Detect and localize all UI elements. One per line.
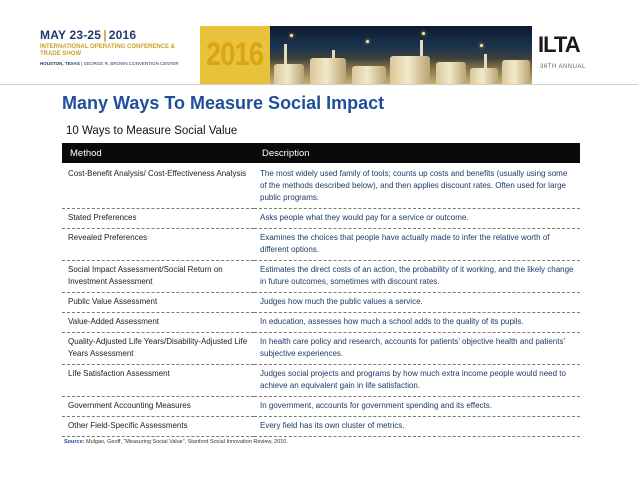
column-header-method: Method bbox=[62, 143, 254, 163]
description-cell: Estimates the direct costs of an action, the probability of it working, and the likely change in future outcomes, sometimes with discount rates. bbox=[254, 261, 580, 293]
conference-name: INTERNATIONAL OPERATING CONFERENCE & TRADE SHOW bbox=[40, 44, 176, 57]
anniversary-text: 36TH ANNUAL bbox=[540, 64, 586, 70]
table-row bbox=[62, 163, 580, 209]
description-cell: Every field has its own cluster of metrics. bbox=[254, 417, 580, 437]
description-cell: Judges how much the public values a service. bbox=[254, 293, 580, 313]
method-cell: Social Impact Assessment/Social Return on Investment Assessment bbox=[62, 261, 254, 293]
method-cell: Revealed Preferences bbox=[62, 229, 254, 261]
table-row bbox=[62, 313, 580, 333]
description-cell: Examines the choices that people have actually made to infer the relative worth of different options. bbox=[254, 229, 580, 261]
method-cell: Other Field-Specific Assessments bbox=[62, 417, 254, 437]
year-graphic bbox=[200, 26, 270, 84]
column-header-description: Description bbox=[254, 143, 580, 163]
storage-tank bbox=[274, 64, 304, 84]
storage-tank bbox=[390, 56, 430, 84]
table-row bbox=[62, 261, 580, 293]
slide-title: Many Ways To Measure Social Impact bbox=[62, 93, 385, 113]
logo-text: ILTA bbox=[538, 32, 580, 57]
table-row bbox=[62, 417, 580, 437]
date-text: MAY 23-25 bbox=[40, 28, 102, 42]
table-row bbox=[62, 293, 580, 313]
banner-divider bbox=[0, 84, 638, 85]
storage-tank bbox=[470, 68, 498, 84]
ilta-logo bbox=[532, 26, 638, 84]
method-cell: Cost-Benefit Analysis/ Cost-Effectiveness Analysis bbox=[62, 163, 254, 209]
method-cell: Stated Preferences bbox=[62, 209, 254, 229]
description-cell: In government, accounts for government spending and its effects. bbox=[254, 397, 580, 417]
conference-location bbox=[40, 61, 200, 66]
method-cell: Value-Added Assessment bbox=[62, 313, 254, 333]
method-cell: Life Satisfaction Assessment bbox=[62, 365, 254, 397]
description-cell: In health care policy and research, accounts for patients’ objective health and patients’ subjective experiences. bbox=[254, 333, 580, 365]
table-row bbox=[62, 209, 580, 229]
source-citation bbox=[64, 439, 288, 445]
table-row bbox=[62, 365, 580, 397]
source-text: Mulgan, Geoff, “Measuring Social Value”, Stanford Social Innovation Review, 2010. bbox=[86, 439, 288, 445]
refinery-photo bbox=[270, 26, 532, 84]
table-row bbox=[62, 333, 580, 365]
storage-tank bbox=[502, 60, 530, 84]
light-dot bbox=[422, 32, 425, 35]
method-cell: Public Value Assessment bbox=[62, 293, 254, 313]
year-small-text: 2016 bbox=[108, 28, 137, 42]
date-separator: | bbox=[103, 28, 107, 42]
storage-tank bbox=[436, 62, 466, 84]
conference-banner bbox=[0, 0, 638, 84]
method-cell: Quality-Adjusted Life Years/Disability-Adjusted Life Years Assessment bbox=[62, 333, 254, 365]
conference-info bbox=[40, 28, 200, 82]
storage-tank bbox=[352, 66, 386, 84]
table-header-row bbox=[62, 143, 580, 163]
conference-dates bbox=[40, 28, 200, 42]
table-title: 10 Ways to Measure Social Value bbox=[66, 125, 238, 137]
description-cell: In education, assesses how much a school adds to the quality of its pupils. bbox=[254, 313, 580, 333]
light-dot bbox=[480, 44, 483, 47]
light-dot bbox=[290, 34, 293, 37]
source-label: Source: bbox=[64, 439, 85, 445]
location-separator: | bbox=[81, 61, 84, 66]
description-cell: Asks people what they would pay for a service or outcome. bbox=[254, 209, 580, 229]
description-cell: The most widely used family of tools; counts up costs and benefits (usually using some of the methods described below), and then applies discount rates. Often used for large public programs. bbox=[254, 163, 580, 209]
method-cell: Government Accounting Measures bbox=[62, 397, 254, 417]
description-cell: Judges social projects and programs by how much extra income people would need to achieve an equivalent gain in life satisfaction. bbox=[254, 365, 580, 397]
venue-text: GEORGE R. BROWN CONVENTION CENTER bbox=[83, 61, 179, 66]
year-large-text: 2016 bbox=[206, 36, 264, 72]
city-text: HOUSTON, TEXAS bbox=[40, 61, 80, 66]
social-value-table bbox=[62, 143, 580, 437]
table-row bbox=[62, 229, 580, 261]
storage-tank bbox=[310, 58, 346, 84]
light-dot bbox=[366, 40, 369, 43]
table-row bbox=[62, 397, 580, 417]
